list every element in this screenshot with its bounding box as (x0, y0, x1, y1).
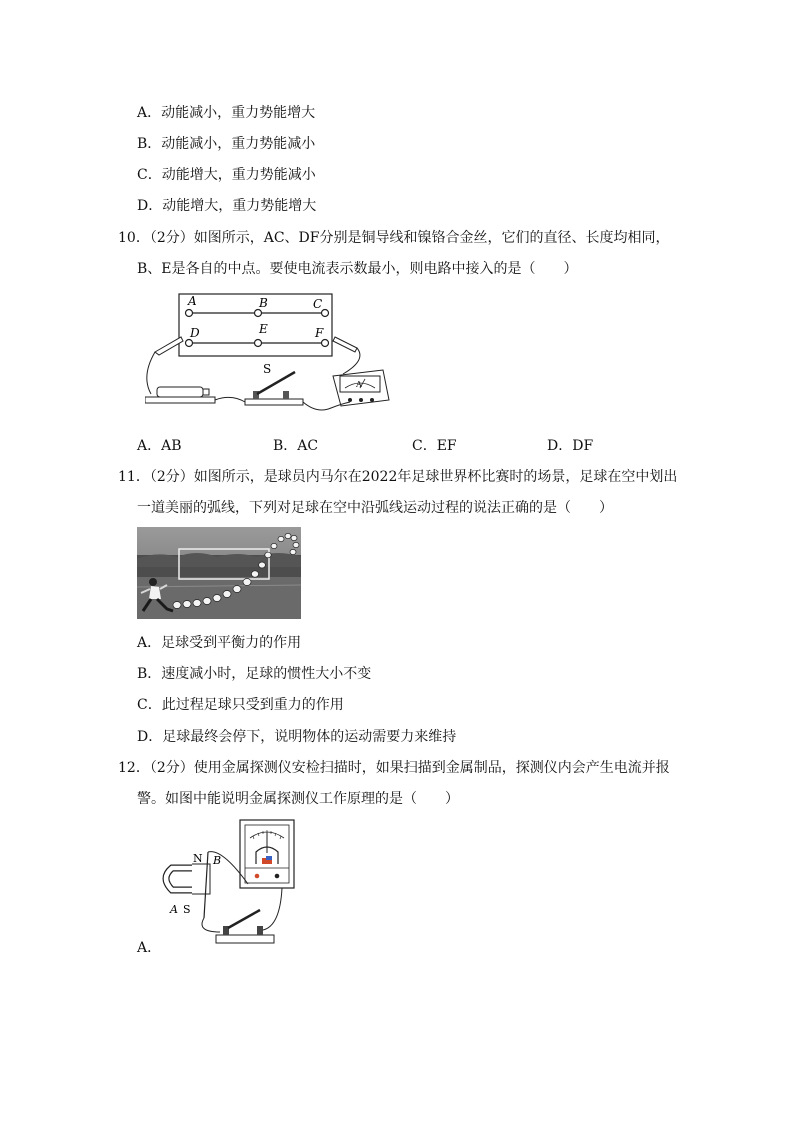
q9-option-d: D．动能增大，重力势能增大 (137, 198, 317, 214)
q10-option-c: C．EF (412, 438, 457, 454)
ammeter-label: A (356, 380, 362, 389)
q9-option-b: B．动能减小，重力势能减小 (137, 136, 316, 152)
q10-stem-line2: B、E是各自的中点。要使电流表示数最小，则电路中接入的是（ ） (137, 261, 578, 277)
label-s: S (263, 362, 272, 376)
label-e: E (259, 322, 268, 336)
conductor-a-label: A (170, 903, 178, 916)
q10-option-d: D．DF (547, 438, 594, 454)
q9-option-c: C．动能增大，重力势能减小 (137, 167, 316, 183)
conductor-b-label: B (213, 854, 222, 867)
magnet-s-label: S (183, 903, 191, 916)
label-a: A (188, 294, 197, 308)
label-f: F (315, 326, 324, 340)
q10-stem-line1: 10．（2分）如图所示，AC、DF分别是铜导线和镍铬合金丝，它们的直径、长度均相同， (118, 230, 670, 246)
q12-option-a-figure (150, 818, 300, 950)
q11-option-d: D．足球最终会停下，说明物体的运动需要力来维持 (137, 729, 457, 745)
q10-option-a: A．AB (137, 438, 182, 454)
q12-option-a: A． (137, 940, 162, 956)
q11-stem-line1: 11．（2分）如图所示，是球员内马尔在2022年足球世界杯比赛时的场景，足球在空中划出 (118, 469, 678, 485)
q10-circuit-figure (145, 290, 395, 415)
magnet-n-label: N (193, 852, 203, 865)
label-c: C (313, 297, 323, 311)
q11-option-c: C．此过程足球只受到重力的作用 (137, 697, 344, 713)
label-d: D (190, 326, 200, 340)
q12-stem-line2: 警。如图中能说明金属探测仪工作原理的是（ ） (137, 791, 459, 807)
q11-option-b: B．速度减小时，足球的惯性大小不变 (137, 666, 372, 682)
q11-stem-line2: 一道美丽的弧线，下列对足球在空中沿弧线运动过程的说法正确的是（ ） (137, 500, 613, 516)
label-b: B (259, 296, 268, 310)
q9-option-a: A．动能减小，重力势能增大 (137, 105, 316, 121)
q10-option-b: B．AC (273, 438, 319, 454)
q12-stem-line1: 12．（2分）使用金属探测仪安检扫描时，如果扫描到金属制品，探测仪内会产生电流并报 (118, 760, 670, 776)
q11-option-a: A．足球受到平衡力的作用 (137, 635, 302, 651)
q11-football-photo (137, 527, 301, 619)
